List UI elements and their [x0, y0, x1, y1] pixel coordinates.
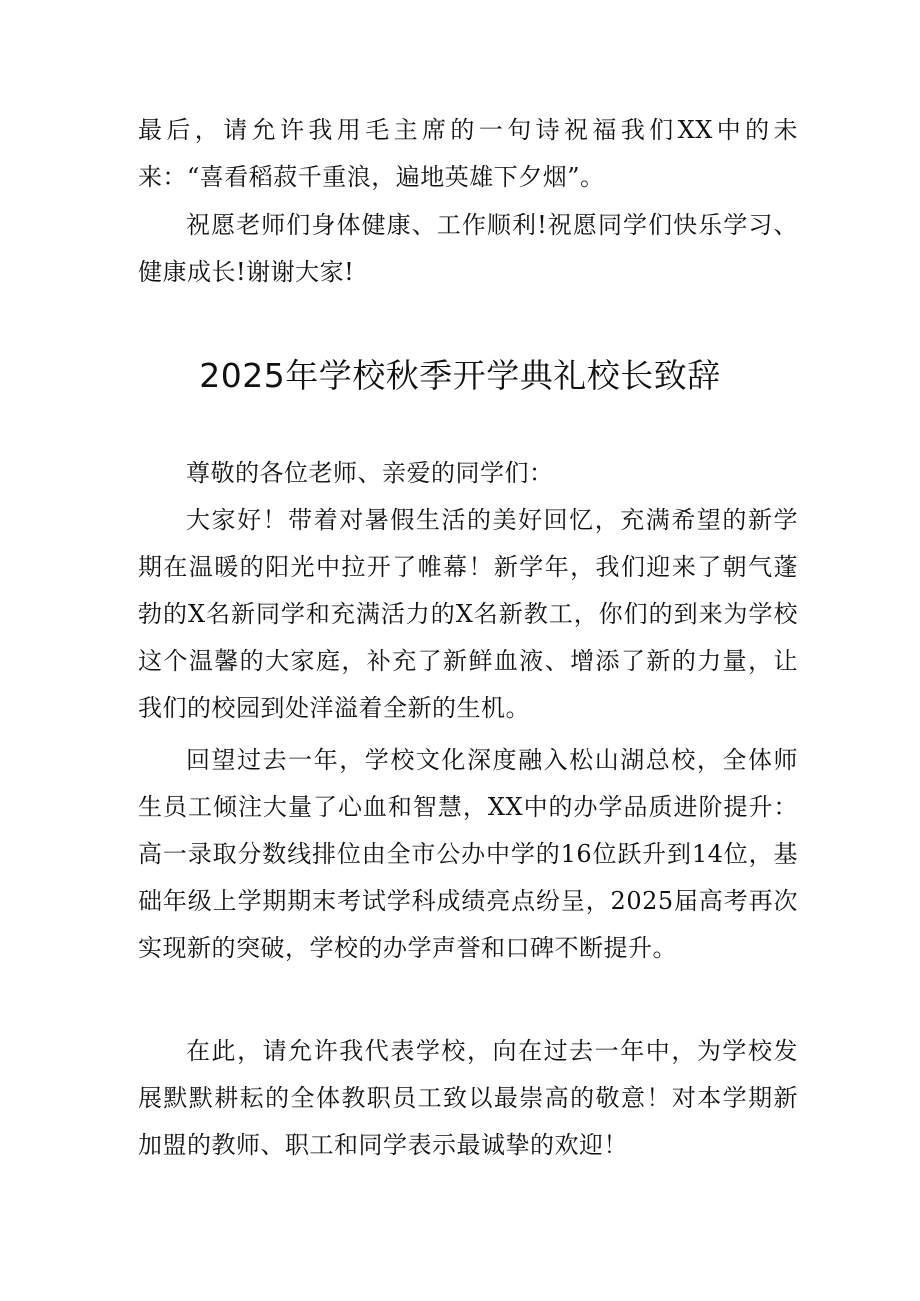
speech-paragraph-welcome: 大家好！带着对暑假生活的美好回忆，充满希望的新学期在温暖的阳光中拉开了帷幕！新学年，我们迎来了朝气蓬勃的X名新同学和充满活力的X名新教工，你们的到来为学校这个温馨的大家庭，补充了新鲜血液、增添了新的力量，让我们的校园到处洋溢着全新的生机。 — [138, 506, 798, 722]
speech-paragraph-review: 回望过去一年，学校文化深度融入松山湖总校，全体师生员工倾注大量了心血和智慧，XX中的办学品质进阶提升：高一录取分数线排位由全市公办中学的16位跃升到14位，基础年级上学期期末考试学科成绩亮点纷呈，2025届高考再次实现新的突破，学校的办学声誉和口碑不断提升。 — [138, 746, 798, 962]
speech-salutation: 尊敬的各位老师、亲爱的同学们： — [186, 459, 554, 487]
closing-paragraph-wishes: 祝愿老师们身体健康、工作顺利!祝愿同学们快乐学习、健康成长!谢谢大家! — [138, 211, 798, 286]
speech-title: 2025年学校秋季开学典礼校长致辞 — [199, 356, 721, 395]
speech-paragraph-gratitude: 在此，请允许我代表学校，向在过去一年中，为学校发展默默耕耘的全体教职员工致以最崇高的敬意！对本学期新加盟的教师、职工和同学表示最诚挚的欢迎！ — [138, 1037, 798, 1159]
closing-paragraph-blessing: 最后，请允许我用毛主席的一句诗祝福我们XX中的未来：“喜看稻菽千重浪，遍地英雄下夕烟”。 — [138, 116, 798, 191]
